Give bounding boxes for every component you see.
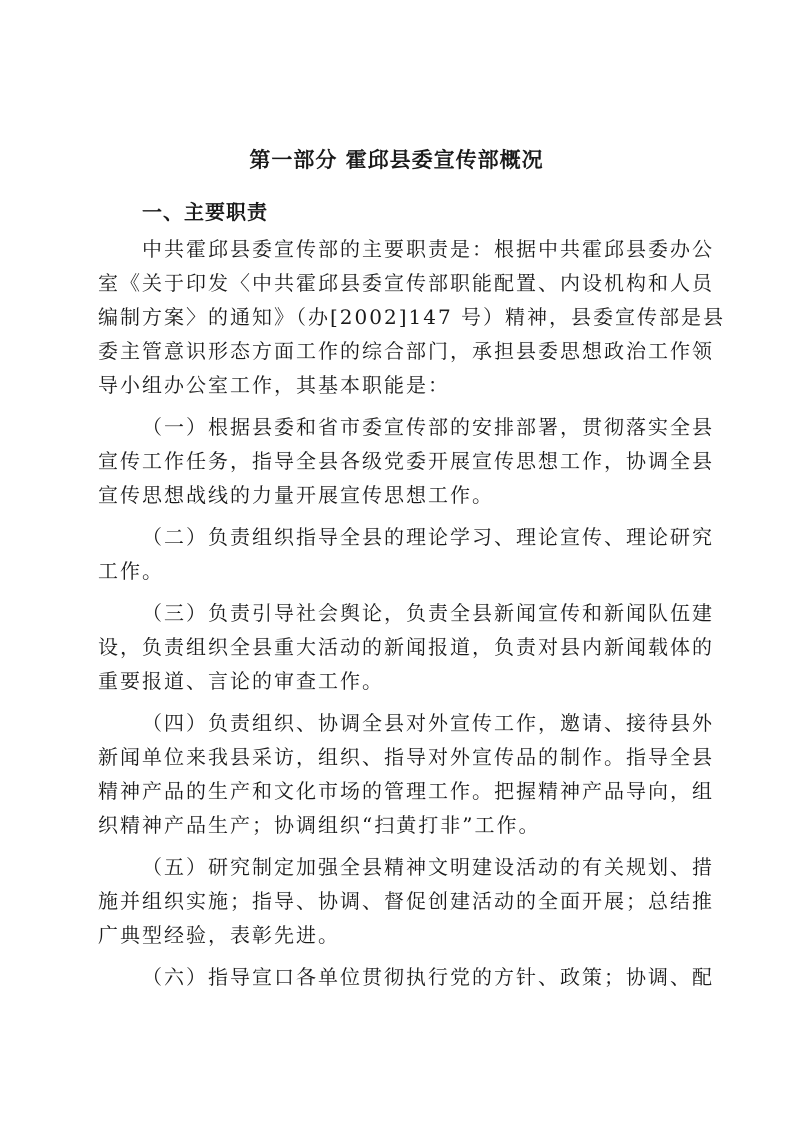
paragraph-duty-2: [98, 520, 714, 588]
text-line: 广典型经验，表彰先进。: [98, 923, 340, 947]
text-line: 宣传工作任务，指导全县各级党委开展宣传思想工作，协调全县: [98, 449, 714, 473]
page-title: 第一部分 霍邱县委宣传部概况: [249, 148, 544, 172]
text-line: 工作。: [98, 559, 164, 583]
text-line: 宣传思想战线的力量开展宣传思想工作。: [98, 483, 494, 507]
text-line: （四）负责组织、协调全县对外宣传工作，邀请、接待县外: [142, 711, 714, 735]
text-line: （三）负责引导社会舆论，负责全县新闻宣传和新闻队伍建: [142, 601, 714, 625]
text-line: （五）研究制定加强全县精神文明建设活动的有关规划、措: [142, 855, 714, 879]
text-line: 新闻单位来我县采访，组织、指导对外宣传品的制作。指导全县: [98, 745, 714, 769]
text-line: 重要报道、言论的审查工作。: [98, 669, 384, 693]
paragraph-duty-1: [98, 410, 714, 512]
paragraph-duty-4: [98, 706, 714, 842]
text-line: 委主管意识形态方面工作的综合部门，承担县委思想政治工作领: [98, 339, 714, 363]
paragraph-duty-3: [98, 596, 714, 698]
text-line: 织精神产品生产；协调组织“扫黄打非”工作。: [98, 813, 541, 837]
text-line: 导小组办公室工作，其基本职能是：: [98, 373, 450, 397]
text-line: （六）指导宣口各单位贯彻执行党的方针、政策；协调、配: [142, 965, 714, 989]
text-line: 设，负责组织全县重大活动的新闻报道，负责对县内新闻载体的: [98, 635, 714, 659]
document-body: [98, 232, 726, 994]
text-line: （一）根据县委和省市委宣传部的安排部署，贯彻落实全县: [142, 415, 714, 439]
section-heading: 一、主要职责: [142, 200, 268, 224]
text-line: （二）负责组织指导全县的理论学习、理论宣传、理论研究: [142, 525, 714, 549]
paragraph-duty-5: [98, 850, 714, 952]
paragraph-duty-6: [98, 960, 714, 994]
text-line: 中共霍邱县委宣传部的主要职责是：根据中共霍邱县委办公: [142, 237, 714, 261]
paragraph-intro: [98, 232, 726, 402]
text-line: 室《关于印发〈中共霍邱县委宣传部职能配置、内设机构和人员: [98, 271, 714, 295]
text-line: 精神产品的生产和文化市场的管理工作。把握精神产品导向，组: [98, 779, 714, 803]
text-line: 施并组织实施；指导、协调、督促创建活动的全面开展；总结推: [98, 889, 714, 913]
text-line: 编制方案〉的通知》（办[2002]147 号）精神，县委宣传部是县: [98, 305, 726, 329]
